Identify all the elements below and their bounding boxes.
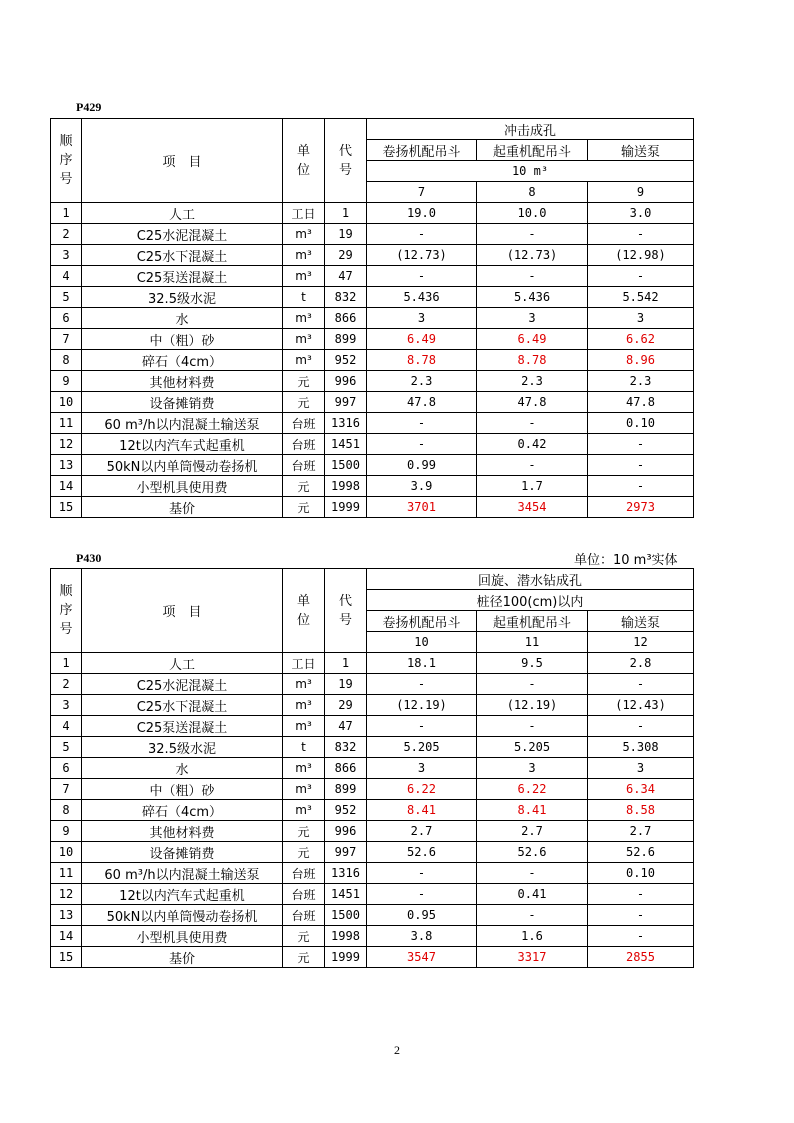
table-row xyxy=(51,392,694,413)
unit-cell: 台班 xyxy=(283,455,325,476)
unit-cell: t xyxy=(283,287,325,308)
value-cell: - xyxy=(367,863,477,884)
value-cell: 8.78 xyxy=(477,350,588,371)
value-cell: 2.7 xyxy=(367,821,477,842)
value-cell: 47.8 xyxy=(367,392,477,413)
code-cell: 19 xyxy=(325,674,367,695)
quota-table xyxy=(50,568,694,968)
code-cell: 1316 xyxy=(325,413,367,434)
code-cell: 47 xyxy=(325,716,367,737)
table-row xyxy=(51,884,694,905)
code-cell: 1998 xyxy=(325,926,367,947)
value-cell: - xyxy=(477,905,588,926)
row-number-cell: 12 xyxy=(51,434,82,455)
header-measure: 10 m³ xyxy=(367,161,694,182)
row-number-cell: 8 xyxy=(51,350,82,371)
unit-cell: 工日 xyxy=(283,203,325,224)
item-name-cell: C25水泥混凝土 xyxy=(82,224,283,245)
table-row xyxy=(51,926,694,947)
value-cell: 6.22 xyxy=(477,779,588,800)
item-name-cell: 小型机具使用费 xyxy=(82,476,283,497)
value-cell: - xyxy=(588,434,694,455)
item-name-cell: C25水泥混凝土 xyxy=(82,674,283,695)
value-cell: - xyxy=(477,863,588,884)
value-cell: (12.73) xyxy=(367,245,477,266)
unit-cell: 台班 xyxy=(283,905,325,926)
value-cell: 2.7 xyxy=(588,821,694,842)
value-cell: 5.308 xyxy=(588,737,694,758)
value-cell: 8.41 xyxy=(477,800,588,821)
header-col: 卷扬机配吊斗 xyxy=(367,140,477,161)
value-cell: 6.22 xyxy=(367,779,477,800)
value-cell: - xyxy=(367,716,477,737)
code-cell: 1316 xyxy=(325,863,367,884)
table-row xyxy=(51,266,694,287)
unit-cell: m³ xyxy=(283,329,325,350)
header-col-number: 7 xyxy=(367,182,477,203)
table-row xyxy=(51,842,694,863)
header-group: 回旋、潜水钻成孔 xyxy=(367,569,694,590)
row-number-cell: 13 xyxy=(51,455,82,476)
value-cell: 0.10 xyxy=(588,863,694,884)
header-unit: 单 位 xyxy=(283,569,325,653)
value-cell: - xyxy=(588,716,694,737)
item-name-cell: 12t以内汽车式起重机 xyxy=(82,434,283,455)
row-number-cell: 4 xyxy=(51,716,82,737)
header-item: 项 目 xyxy=(82,119,283,203)
value-cell: 3454 xyxy=(477,497,588,518)
value-cell: 47.8 xyxy=(588,392,694,413)
value-cell: (12.98) xyxy=(588,245,694,266)
value-cell: - xyxy=(367,413,477,434)
code-cell: 996 xyxy=(325,371,367,392)
value-cell: - xyxy=(477,455,588,476)
value-cell: 5.436 xyxy=(477,287,588,308)
row-number-cell: 15 xyxy=(51,497,82,518)
value-cell: - xyxy=(588,476,694,497)
row-number-cell: 15 xyxy=(51,947,82,968)
code-cell: 1 xyxy=(325,203,367,224)
unit-cell: 元 xyxy=(283,476,325,497)
value-cell: - xyxy=(588,905,694,926)
table-row xyxy=(51,800,694,821)
table-row xyxy=(51,695,694,716)
value-cell: - xyxy=(588,224,694,245)
row-number-cell: 1 xyxy=(51,653,82,674)
value-cell: (12.73) xyxy=(477,245,588,266)
unit-cell: m³ xyxy=(283,758,325,779)
unit-cell: m³ xyxy=(283,308,325,329)
row-number-cell: 2 xyxy=(51,224,82,245)
value-cell: 3 xyxy=(588,308,694,329)
item-name-cell: 人工 xyxy=(82,653,283,674)
value-cell: 2.3 xyxy=(477,371,588,392)
value-cell: 0.10 xyxy=(588,413,694,434)
value-cell: 6.62 xyxy=(588,329,694,350)
row-number-cell: 5 xyxy=(51,737,82,758)
value-cell: 3.9 xyxy=(367,476,477,497)
value-cell: - xyxy=(367,224,477,245)
value-cell: 47.8 xyxy=(477,392,588,413)
value-cell: 0.42 xyxy=(477,434,588,455)
table-row xyxy=(51,905,694,926)
unit-cell: m³ xyxy=(283,350,325,371)
value-cell: 5.205 xyxy=(477,737,588,758)
table-row xyxy=(51,737,694,758)
value-cell: 6.49 xyxy=(367,329,477,350)
value-cell: - xyxy=(588,884,694,905)
header-col-number: 10 xyxy=(367,632,477,653)
unit-cell: m³ xyxy=(283,224,325,245)
header-item: 项 目 xyxy=(82,569,283,653)
value-cell: 1.7 xyxy=(477,476,588,497)
value-cell: 10.0 xyxy=(477,203,588,224)
table-row xyxy=(51,821,694,842)
value-cell: (12.19) xyxy=(367,695,477,716)
code-cell: 47 xyxy=(325,266,367,287)
header-col: 输送泵 xyxy=(588,611,694,632)
unit-cell: 元 xyxy=(283,497,325,518)
table-row xyxy=(51,245,694,266)
unit-cell: 工日 xyxy=(283,653,325,674)
value-cell: 1.6 xyxy=(477,926,588,947)
quota-table xyxy=(50,118,694,518)
table-row xyxy=(51,758,694,779)
header-seq: 顺 序 号 xyxy=(51,569,82,653)
unit-cell: 元 xyxy=(283,947,325,968)
code-cell: 1500 xyxy=(325,455,367,476)
row-number-cell: 14 xyxy=(51,476,82,497)
item-name-cell: 人工 xyxy=(82,203,283,224)
table-row xyxy=(51,947,694,968)
code-cell: 952 xyxy=(325,350,367,371)
code-cell: 866 xyxy=(325,758,367,779)
header-code: 代 号 xyxy=(325,119,367,203)
item-name-cell: C25水下混凝土 xyxy=(82,245,283,266)
code-cell: 997 xyxy=(325,842,367,863)
unit-cell: 元 xyxy=(283,821,325,842)
table-row xyxy=(51,716,694,737)
item-name-cell: 小型机具使用费 xyxy=(82,926,283,947)
code-cell: 29 xyxy=(325,245,367,266)
row-number-cell: 9 xyxy=(51,821,82,842)
value-cell: - xyxy=(477,266,588,287)
value-cell: 3 xyxy=(588,758,694,779)
header-col: 卷扬机配吊斗 xyxy=(367,611,477,632)
item-name-cell: 32.5级水泥 xyxy=(82,737,283,758)
value-cell: 3701 xyxy=(367,497,477,518)
item-name-cell: 碎石（4cm） xyxy=(82,800,283,821)
unit-cell: 台班 xyxy=(283,434,325,455)
unit-cell: 元 xyxy=(283,926,325,947)
item-name-cell: 水 xyxy=(82,308,283,329)
value-cell: - xyxy=(367,434,477,455)
row-number-cell: 3 xyxy=(51,245,82,266)
value-cell: 52.6 xyxy=(367,842,477,863)
value-cell: 3 xyxy=(367,308,477,329)
item-name-cell: 碎石（4cm） xyxy=(82,350,283,371)
value-cell: 19.0 xyxy=(367,203,477,224)
value-cell: 3547 xyxy=(367,947,477,968)
value-cell: 6.49 xyxy=(477,329,588,350)
row-number-cell: 7 xyxy=(51,779,82,800)
row-number-cell: 1 xyxy=(51,203,82,224)
item-name-cell: 中（粗）砂 xyxy=(82,329,283,350)
item-name-cell: 60 m³/h以内混凝土输送泵 xyxy=(82,863,283,884)
table-row xyxy=(51,434,694,455)
unit-cell: m³ xyxy=(283,674,325,695)
row-number-cell: 10 xyxy=(51,842,82,863)
header-col-number: 8 xyxy=(477,182,588,203)
code-cell: 997 xyxy=(325,392,367,413)
unit-cell: 台班 xyxy=(283,884,325,905)
value-cell: 5.436 xyxy=(367,287,477,308)
table-row xyxy=(51,653,694,674)
item-name-cell: 设备摊销费 xyxy=(82,842,283,863)
item-name-cell: C25泵送混凝土 xyxy=(82,266,283,287)
value-cell: 2.8 xyxy=(588,653,694,674)
table-row xyxy=(51,455,694,476)
row-number-cell: 11 xyxy=(51,413,82,434)
table-row xyxy=(51,476,694,497)
code-cell: 996 xyxy=(325,821,367,842)
header-group: 冲击成孔 xyxy=(367,119,694,140)
unit-cell: m³ xyxy=(283,695,325,716)
row-number-cell: 4 xyxy=(51,266,82,287)
header-subgroup: 桩径100(cm)以内 xyxy=(367,590,694,611)
table-row xyxy=(51,203,694,224)
table-row xyxy=(51,287,694,308)
value-cell: 0.99 xyxy=(367,455,477,476)
code-cell: 29 xyxy=(325,695,367,716)
code-cell: 1451 xyxy=(325,434,367,455)
code-cell: 1500 xyxy=(325,905,367,926)
row-number-cell: 6 xyxy=(51,758,82,779)
item-name-cell: 基价 xyxy=(82,947,283,968)
value-cell: 9.5 xyxy=(477,653,588,674)
value-cell: 5.542 xyxy=(588,287,694,308)
table-row xyxy=(51,371,694,392)
item-name-cell: 其他材料费 xyxy=(82,371,283,392)
item-name-cell: 50kN以内单筒慢动卷扬机 xyxy=(82,455,283,476)
value-cell: 0.41 xyxy=(477,884,588,905)
unit-cell: 元 xyxy=(283,371,325,392)
item-name-cell: 50kN以内单筒慢动卷扬机 xyxy=(82,905,283,926)
value-cell: 3 xyxy=(477,758,588,779)
table-row xyxy=(51,413,694,434)
value-cell: 3.8 xyxy=(367,926,477,947)
item-name-cell: C25水下混凝土 xyxy=(82,695,283,716)
row-number-cell: 13 xyxy=(51,905,82,926)
table-row xyxy=(51,308,694,329)
item-name-cell: 基价 xyxy=(82,497,283,518)
code-cell: 1998 xyxy=(325,476,367,497)
value-cell: - xyxy=(588,266,694,287)
row-number-cell: 8 xyxy=(51,800,82,821)
item-name-cell: 12t以内汽车式起重机 xyxy=(82,884,283,905)
header-unit: 单 位 xyxy=(283,119,325,203)
table-row xyxy=(51,497,694,518)
table-body xyxy=(51,203,694,518)
code-cell: 899 xyxy=(325,779,367,800)
item-name-cell: 中（粗）砂 xyxy=(82,779,283,800)
value-cell: 2.7 xyxy=(477,821,588,842)
code-cell: 899 xyxy=(325,329,367,350)
unit-cell: 元 xyxy=(283,842,325,863)
value-cell: 2973 xyxy=(588,497,694,518)
row-number-cell: 3 xyxy=(51,695,82,716)
value-cell: 8.41 xyxy=(367,800,477,821)
code-cell: 19 xyxy=(325,224,367,245)
unit-cell: m³ xyxy=(283,245,325,266)
value-cell: - xyxy=(588,674,694,695)
value-cell: 18.1 xyxy=(367,653,477,674)
header-col: 起重机配吊斗 xyxy=(477,140,588,161)
header-col: 输送泵 xyxy=(588,140,694,161)
value-cell: (12.43) xyxy=(588,695,694,716)
unit-note: 单位：10 m³实体 xyxy=(574,553,678,568)
value-cell: 8.58 xyxy=(588,800,694,821)
header-code: 代 号 xyxy=(325,569,367,653)
unit-cell: m³ xyxy=(283,779,325,800)
value-cell: - xyxy=(477,413,588,434)
value-cell: 8.78 xyxy=(367,350,477,371)
value-cell: - xyxy=(588,455,694,476)
unit-cell: 元 xyxy=(283,392,325,413)
code-cell: 832 xyxy=(325,737,367,758)
page-label: P430 xyxy=(76,551,102,565)
row-number-cell: 5 xyxy=(51,287,82,308)
row-number-cell: 2 xyxy=(51,674,82,695)
code-cell: 1999 xyxy=(325,947,367,968)
value-cell: 2.3 xyxy=(367,371,477,392)
value-cell: 3317 xyxy=(477,947,588,968)
value-cell: - xyxy=(477,674,588,695)
row-number-cell: 10 xyxy=(51,392,82,413)
unit-cell: m³ xyxy=(283,716,325,737)
table-row xyxy=(51,779,694,800)
item-name-cell: 其他材料费 xyxy=(82,821,283,842)
unit-cell: m³ xyxy=(283,800,325,821)
table-row xyxy=(51,224,694,245)
unit-cell: 台班 xyxy=(283,863,325,884)
table-row xyxy=(51,350,694,371)
value-cell: - xyxy=(588,926,694,947)
table-row xyxy=(51,329,694,350)
value-cell: 52.6 xyxy=(588,842,694,863)
value-cell: - xyxy=(477,716,588,737)
code-cell: 1451 xyxy=(325,884,367,905)
code-cell: 866 xyxy=(325,308,367,329)
page-label: P429 xyxy=(76,100,102,114)
value-cell: (12.19) xyxy=(477,695,588,716)
item-name-cell: C25泵送混凝土 xyxy=(82,716,283,737)
unit-cell: t xyxy=(283,737,325,758)
unit-cell: 台班 xyxy=(283,413,325,434)
row-number-cell: 11 xyxy=(51,863,82,884)
row-number-cell: 7 xyxy=(51,329,82,350)
unit-cell: m³ xyxy=(283,266,325,287)
row-number-cell: 9 xyxy=(51,371,82,392)
item-name-cell: 设备摊销费 xyxy=(82,392,283,413)
header-col: 起重机配吊斗 xyxy=(477,611,588,632)
value-cell: 3 xyxy=(477,308,588,329)
value-cell: - xyxy=(367,674,477,695)
header-col-number: 12 xyxy=(588,632,694,653)
item-name-cell: 60 m³/h以内混凝土输送泵 xyxy=(82,413,283,434)
value-cell: - xyxy=(477,224,588,245)
row-number-cell: 12 xyxy=(51,884,82,905)
page-number: 2 xyxy=(394,1043,400,1057)
table-body xyxy=(51,653,694,968)
row-number-cell: 6 xyxy=(51,308,82,329)
header-col-number: 11 xyxy=(477,632,588,653)
table-row xyxy=(51,863,694,884)
value-cell: 5.205 xyxy=(367,737,477,758)
code-cell: 1999 xyxy=(325,497,367,518)
value-cell: 52.6 xyxy=(477,842,588,863)
code-cell: 832 xyxy=(325,287,367,308)
code-cell: 1 xyxy=(325,653,367,674)
value-cell: 0.95 xyxy=(367,905,477,926)
value-cell: 2.3 xyxy=(588,371,694,392)
row-number-cell: 14 xyxy=(51,926,82,947)
value-cell: 3.0 xyxy=(588,203,694,224)
value-cell: - xyxy=(367,266,477,287)
value-cell: 6.34 xyxy=(588,779,694,800)
code-cell: 952 xyxy=(325,800,367,821)
item-name-cell: 水 xyxy=(82,758,283,779)
value-cell: - xyxy=(367,884,477,905)
header-col-number: 9 xyxy=(588,182,694,203)
value-cell: 3 xyxy=(367,758,477,779)
header-seq: 顺 序 号 xyxy=(51,119,82,203)
table-row xyxy=(51,674,694,695)
value-cell: 8.96 xyxy=(588,350,694,371)
value-cell: 2855 xyxy=(588,947,694,968)
item-name-cell: 32.5级水泥 xyxy=(82,287,283,308)
